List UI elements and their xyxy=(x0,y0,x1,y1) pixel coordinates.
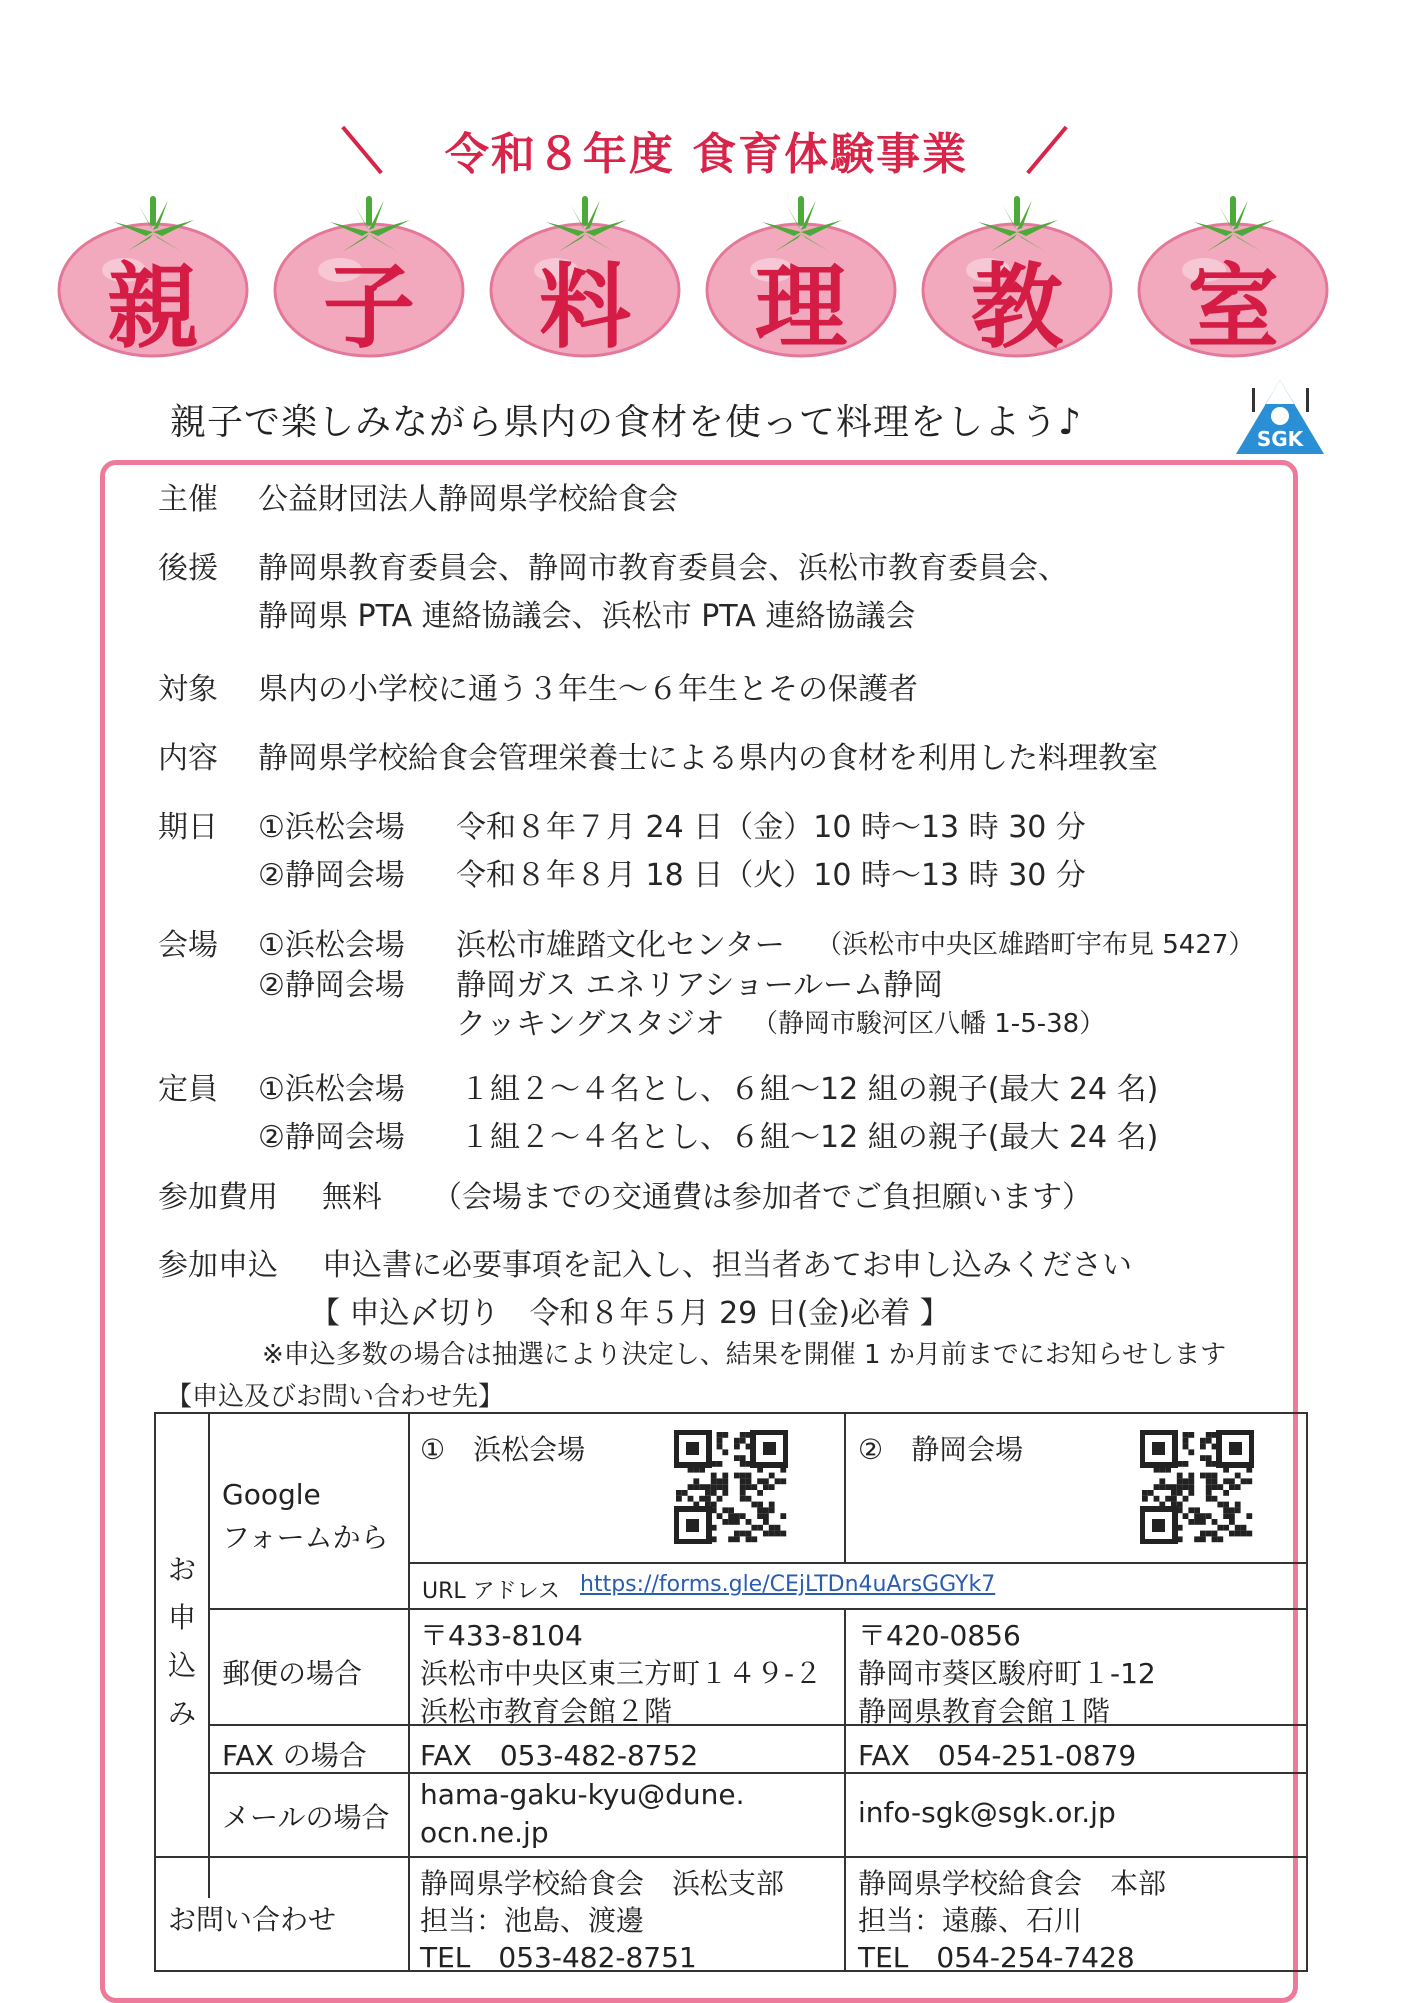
title-char: 理 xyxy=(754,254,847,361)
title-tomato xyxy=(486,190,684,360)
support-label: 後援 xyxy=(158,551,218,586)
target: 県内の小学校に通う３年生～６年生とその保護者 xyxy=(258,672,918,707)
date-label: 期日 xyxy=(158,810,218,845)
content-label: 内容 xyxy=(158,741,218,776)
capacity-label: 定員 xyxy=(158,1072,218,1107)
form-hamamatsu-label: ① 浜松会場 xyxy=(420,1433,586,1466)
shizuoka-address-1: 静岡市葵区駿府町１-12 xyxy=(858,1657,1156,1690)
support-line-1: 静岡県教育委員会、静岡市教育委員会、浜松市教育委員会、 xyxy=(258,551,1068,586)
date-hamamatsu: 令和８年７月 24 日（金）10 時～13 時 30 分 xyxy=(456,810,1086,845)
capacity-shizuoka: １組２～４名とし、６組～12 組の親子(最大 24 名) xyxy=(460,1120,1159,1155)
venue-shizuoka-line-1: 静岡ガス エネリアショールーム静岡 xyxy=(456,968,944,1003)
capacity-hamamatsu-label: ①浜松会場 xyxy=(258,1072,405,1107)
mail-label: 郵便の場合 xyxy=(222,1657,363,1690)
shizuoka-tel: TEL 054-254-7428 xyxy=(858,1941,1135,1974)
shizuoka-staff: 担当：遠藤、石川 xyxy=(858,1904,1083,1937)
venue-label: 会場 xyxy=(158,928,218,963)
date-shizuoka: 令和８年８月 18 日（火）10 時～13 時 30 分 xyxy=(456,858,1086,893)
fee: 無料 xyxy=(322,1180,382,1215)
url-label: URL アドレス xyxy=(422,1579,560,1604)
hamamatsu-email-line-2[interactable]: ocn.ne.jp xyxy=(420,1816,549,1849)
fee-label: 参加費用 xyxy=(158,1180,278,1215)
title-tomato xyxy=(270,190,468,360)
hamamatsu-address-2: 浜松市教育会館２階 xyxy=(420,1695,673,1728)
venue-shizuoka-label: ②静岡会場 xyxy=(258,968,405,1003)
hamamatsu-email-line-1[interactable]: hama-gaku-kyu@dune. xyxy=(420,1778,745,1811)
title-tomato xyxy=(1134,190,1332,360)
venue-hamamatsu: 浜松市雄踏文化センター xyxy=(456,928,785,963)
qr-code-shizuoka[interactable] xyxy=(1140,1430,1254,1544)
hamamatsu-address-1: 浜松市中央区東三方町１４９-２ xyxy=(420,1657,823,1690)
email-label: メールの場合 xyxy=(222,1801,390,1834)
table-divider xyxy=(208,1412,210,1898)
date-hamamatsu-venue: ①浜松会場 xyxy=(258,810,405,845)
apply-side-char: 申 xyxy=(168,1601,197,1634)
title-char: 教 xyxy=(970,254,1063,361)
title-char: 親 xyxy=(106,254,199,361)
apply-side-char: み xyxy=(168,1697,197,1730)
event-subtitle: 令和８年度 食育体験事業 xyxy=(444,129,969,180)
apply-side-char: 込 xyxy=(168,1649,197,1682)
title-char: 室 xyxy=(1186,254,1279,361)
table-divider xyxy=(208,1724,1308,1726)
contact-section-title: 【申込及びお問い合わせ先】 xyxy=(166,1382,505,1412)
table-divider xyxy=(844,1412,846,1562)
hamamatsu-org: 静岡県学校給食会 浜松支部 xyxy=(420,1867,785,1900)
deadline: 【 申込〆切り 令和８年５月 29 日(金)必着 】 xyxy=(310,1296,950,1331)
venue-shizuoka-line-2: クッキングスタジオ xyxy=(456,1007,725,1042)
fee-note: （会場までの交通費は参加者でご負担願います） xyxy=(432,1180,1092,1215)
organizer: 公益財団法人静岡県学校給食会 xyxy=(258,482,678,517)
shizuoka-address-2: 静岡県教育会館１階 xyxy=(858,1695,1111,1728)
venue-hamamatsu-address: （浜松市中央区雄踏町宇布見 5427） xyxy=(816,930,1255,960)
table-divider xyxy=(154,1856,1308,1858)
form-shizuoka-label: ② 静岡会場 xyxy=(858,1433,1024,1466)
apply-instructions: 申込書に必要事項を記入し、担当者あてお申し込みください xyxy=(322,1248,1132,1283)
title-tomato xyxy=(54,190,252,360)
qr-code-hamamatsu[interactable] xyxy=(674,1430,788,1544)
lottery-note: ※申込多数の場合は抽選により決定し、結果を開催 1 か月前までにお知らせします xyxy=(262,1340,1227,1370)
sgk-logo-text: SGK xyxy=(1256,427,1304,451)
shizuoka-fax: FAX 054-251-0879 xyxy=(858,1739,1137,1772)
sgk-logo xyxy=(1232,376,1328,458)
shizuoka-email[interactable]: info-sgk@sgk.or.jp xyxy=(858,1796,1116,1829)
google-form-label-1: Google xyxy=(222,1478,321,1511)
shizuoka-org: 静岡県学校給食会 本部 xyxy=(858,1867,1167,1900)
apply-label: 参加申込 xyxy=(158,1248,278,1283)
shizuoka-zip: 〒420-0856 xyxy=(858,1619,1021,1652)
support-line-2: 静岡県 PTA 連絡協議会、浜松市 PTA 連絡協議会 xyxy=(258,599,916,634)
table-divider xyxy=(208,1772,1308,1774)
table-divider xyxy=(844,1608,846,1972)
table-divider xyxy=(408,1562,1308,1564)
date-shizuoka-venue: ②静岡会場 xyxy=(258,858,405,893)
table-divider xyxy=(408,1412,410,1972)
tagline: 親子で楽しみながら県内の食材を使って料理をしよう♪ xyxy=(170,402,1082,443)
apply-side-char: お xyxy=(168,1553,197,1586)
fax-label: FAX の場合 xyxy=(222,1739,367,1772)
google-form-label-2: フォームから xyxy=(222,1521,389,1554)
title-char: 子 xyxy=(322,254,415,361)
hamamatsu-tel: TEL 053-482-8751 xyxy=(420,1941,697,1974)
inquiry-label: お問い合わせ xyxy=(168,1903,337,1936)
venue-hamamatsu-label: ①浜松会場 xyxy=(258,928,405,963)
hamamatsu-staff: 担当：池島、渡邊 xyxy=(420,1904,645,1937)
content: 静岡県学校給食会管理栄養士による県内の食材を利用した料理教室 xyxy=(258,741,1158,776)
title-char: 料 xyxy=(538,254,631,361)
hamamatsu-zip: 〒433-8104 xyxy=(420,1619,583,1652)
table-divider xyxy=(208,1608,1308,1610)
capacity-shizuoka-label: ②静岡会場 xyxy=(258,1120,405,1155)
form-url-link[interactable]: https://forms.gle/CEjLTDn4uArsGGYk7 xyxy=(580,1572,996,1597)
capacity-hamamatsu: １組２～４名とし、６組～12 組の親子(最大 24 名) xyxy=(460,1072,1159,1107)
hamamatsu-fax: FAX 053-482-8752 xyxy=(420,1739,699,1772)
target-label: 対象 xyxy=(158,672,218,707)
title-tomato xyxy=(918,190,1116,360)
organizer-label: 主催 xyxy=(158,482,218,517)
venue-shizuoka-address: （静岡市駿河区八幡 1-5-38） xyxy=(752,1009,1106,1039)
title-tomato xyxy=(702,190,900,360)
